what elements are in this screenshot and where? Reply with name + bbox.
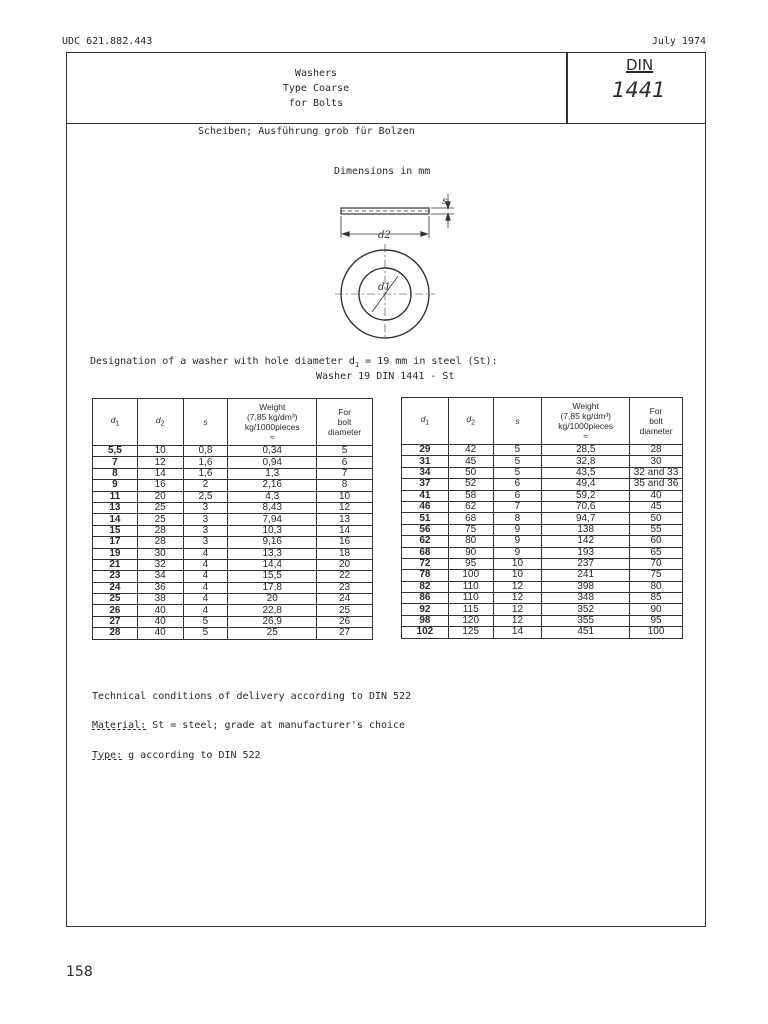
table-cell: 352: [542, 604, 630, 615]
table-cell: 4: [183, 571, 228, 582]
table-cell: 28: [137, 525, 183, 536]
table-row: [93, 525, 373, 536]
header-s: s: [183, 399, 228, 446]
table-cell: 26,9: [228, 616, 317, 627]
table-cell: 43,5: [542, 467, 630, 478]
table-row: [93, 480, 373, 491]
table-cell: 0,8: [183, 446, 228, 457]
table-cell: 14: [137, 468, 183, 479]
table-cell: 15,5: [228, 571, 317, 582]
table-row: [402, 581, 683, 592]
table-cell: 55: [630, 524, 683, 535]
table-cell: 10: [493, 558, 542, 569]
table-cell: 14: [317, 525, 373, 536]
table-header-row: [93, 399, 373, 446]
table-cell: 12: [317, 502, 373, 513]
table-cell: 70: [630, 558, 683, 569]
table-cell: 52: [448, 479, 493, 490]
table-cell: 1,6: [183, 457, 228, 468]
publication-date: July 1974: [651, 36, 706, 47]
table-row: [93, 446, 373, 457]
table-cell: 5: [317, 446, 373, 457]
table-row: [402, 479, 683, 490]
table-cell: 30: [630, 456, 683, 467]
table-row: [402, 445, 683, 456]
table-cell: 5: [183, 616, 228, 627]
table-cell: 23: [317, 582, 373, 593]
table-cell: 68: [402, 547, 449, 558]
table-cell: 94,7: [542, 513, 630, 524]
table-cell: 85: [630, 593, 683, 604]
table-cell: 23: [93, 571, 138, 582]
table-row: [402, 524, 683, 535]
table-cell: 10: [137, 446, 183, 457]
table-cell: 28: [137, 537, 183, 548]
table-cell: 7,94: [228, 514, 317, 525]
table-cell: 25: [228, 628, 317, 639]
table-row: [93, 571, 373, 582]
table-cell: 4: [183, 559, 228, 570]
table-cell: 26: [93, 605, 138, 616]
header-d1: $d_1$: [93, 399, 138, 446]
table-row: [93, 537, 373, 548]
title-line: Type Coarse: [282, 83, 350, 94]
material-note: [92, 720, 405, 731]
table-cell: 28: [630, 445, 683, 456]
table-cell: 102: [402, 627, 449, 638]
table-cell: 13: [93, 502, 138, 513]
table-cell: 26: [317, 616, 373, 627]
table-cell: 7: [317, 468, 373, 479]
table-cell: 49,4: [542, 479, 630, 490]
table-cell: 34: [402, 467, 449, 478]
table-cell: 7: [493, 501, 542, 512]
table-cell: 20: [228, 594, 317, 605]
table-cell: 42: [448, 445, 493, 456]
table-cell: 50: [630, 513, 683, 524]
material-text: St = steel; grade at manufacturer's choice: [146, 720, 406, 731]
type-note: [92, 750, 261, 761]
table-header-row: [402, 398, 683, 445]
table-cell: 32,8: [542, 456, 630, 467]
table-row: [402, 558, 683, 569]
table-cell: 6: [317, 457, 373, 468]
table-cell: 38: [137, 594, 183, 605]
table-cell: 2,16: [228, 480, 317, 491]
table-cell: 21: [93, 559, 138, 570]
table-cell: 78: [402, 570, 449, 581]
table-row: [402, 615, 683, 626]
dimensions-table-left: [92, 398, 373, 640]
table-cell: 28,5: [542, 445, 630, 456]
washer-side-view: [341, 194, 454, 238]
table-cell: 2: [183, 480, 228, 491]
table-cell: 32 and 33: [630, 467, 683, 478]
table-cell: 40: [137, 628, 183, 639]
table-cell: 6: [493, 490, 542, 501]
table-cell: 36: [137, 582, 183, 593]
din-label: DIN: [626, 56, 654, 74]
table-cell: 348: [542, 593, 630, 604]
table-cell: 82: [402, 581, 449, 592]
designation-text: [90, 356, 498, 369]
table-cell: 14,4: [228, 559, 317, 570]
table-cell: 75: [448, 524, 493, 535]
table-cell: 142: [542, 536, 630, 547]
table-cell: 62: [448, 501, 493, 512]
table-cell: 25: [317, 605, 373, 616]
table-cell: 25: [137, 514, 183, 525]
table-cell: 9: [493, 547, 542, 558]
type-text: g according to DIN 522: [122, 750, 261, 761]
table-cell: 355: [542, 615, 630, 626]
table-row: [93, 582, 373, 593]
table-cell: 18: [317, 548, 373, 559]
table-cell: 17: [93, 537, 138, 548]
table-row: [93, 457, 373, 468]
table-row: [402, 570, 683, 581]
type-label: Type:: [92, 750, 123, 761]
table-cell: 8: [93, 468, 138, 479]
table-cell: 7: [93, 457, 138, 468]
table-cell: 10: [493, 570, 542, 581]
dimensions-table-right: [401, 397, 683, 639]
table-cell: 90: [630, 604, 683, 615]
table-row: [402, 501, 683, 512]
table-cell: 4: [183, 594, 228, 605]
din-number: 1441: [612, 78, 666, 102]
table-row: [402, 467, 683, 478]
table-cell: 19: [93, 548, 138, 559]
page-number: 158: [66, 964, 93, 980]
table-cell: 115: [448, 604, 493, 615]
outer-diameter-label: d2: [378, 230, 391, 241]
header-weight: Weight (7,85 kg/dm³) kg/1000pieces ≈: [228, 399, 317, 446]
table-cell: 40: [137, 616, 183, 627]
table-cell: 30: [137, 548, 183, 559]
table-cell: 15: [93, 525, 138, 536]
table-cell: 16: [137, 480, 183, 491]
table-cell: 22,8: [228, 605, 317, 616]
table-cell: 25: [93, 594, 138, 605]
table-cell: 4,3: [228, 491, 317, 502]
table-cell: 80: [448, 536, 493, 547]
udc-code: UDC 621.882.443: [62, 36, 153, 47]
designation-example: Washer 19 DIN 1441 - St: [316, 371, 455, 382]
table-row: [402, 536, 683, 547]
table-cell: 92: [402, 604, 449, 615]
table-cell: 1,3: [228, 468, 317, 479]
table-cell: 12: [493, 593, 542, 604]
table-cell: 50: [448, 467, 493, 478]
header-d2: $d_2$: [448, 398, 493, 445]
table-cell: 80: [630, 581, 683, 592]
table-cell: 8,43: [228, 502, 317, 513]
header-weight: Weight (7,85 kg/dm³) kg/1000pieces ≈: [542, 398, 630, 445]
table-cell: 100: [448, 570, 493, 581]
table-cell: 8: [317, 480, 373, 491]
table-cell: 5: [493, 445, 542, 456]
table-cell: 24: [317, 594, 373, 605]
table-cell: 14: [493, 627, 542, 638]
table-cell: 16: [317, 537, 373, 548]
table-cell: 27: [317, 628, 373, 639]
table-cell: 51: [402, 513, 449, 524]
table-cell: 451: [542, 627, 630, 638]
table-row: [402, 513, 683, 524]
table-cell: 5: [183, 628, 228, 639]
table-cell: 27: [93, 616, 138, 627]
table-cell: 22: [317, 571, 373, 582]
table-row: [402, 490, 683, 501]
table-row: [93, 628, 373, 639]
table-cell: 3: [183, 525, 228, 536]
table-cell: 11: [93, 491, 138, 502]
table-row: [402, 593, 683, 604]
table-cell: 9,16: [228, 537, 317, 548]
table-cell: 90: [448, 547, 493, 558]
table-cell: 24: [93, 582, 138, 593]
table-cell: 110: [448, 593, 493, 604]
table-cell: 75: [630, 570, 683, 581]
thickness-label: s: [442, 196, 448, 207]
table-row: [93, 616, 373, 627]
table-row: [402, 604, 683, 615]
table-cell: 12: [493, 581, 542, 592]
table-cell: 5: [493, 467, 542, 478]
table-cell: 20: [137, 491, 183, 502]
table-cell: 3: [183, 502, 228, 513]
table-cell: 0,34: [228, 446, 317, 457]
table-cell: 68: [448, 513, 493, 524]
table-cell: 45: [448, 456, 493, 467]
table-cell: 58: [448, 490, 493, 501]
table-cell: 4: [183, 605, 228, 616]
table-row: [93, 594, 373, 605]
table-cell: 4: [183, 582, 228, 593]
table-cell: 60: [630, 536, 683, 547]
table-cell: 41: [402, 490, 449, 501]
table-cell: 398: [542, 581, 630, 592]
table-row: [93, 502, 373, 513]
washer-drawing: [330, 190, 470, 340]
table-cell: 3: [183, 537, 228, 548]
table-cell: 5: [493, 456, 542, 467]
table-cell: 3: [183, 514, 228, 525]
table-row: [93, 491, 373, 502]
table-cell: 86: [402, 593, 449, 604]
table-cell: 34: [137, 571, 183, 582]
dimensions-note: Dimensions in mm: [334, 166, 431, 177]
document-title: [66, 66, 566, 111]
table-cell: 0,94: [228, 457, 317, 468]
table-cell: 31: [402, 456, 449, 467]
hole-diameter-label: d1: [378, 282, 391, 293]
table-cell: 13: [317, 514, 373, 525]
table-cell: 72: [402, 558, 449, 569]
table-cell: 6: [493, 479, 542, 490]
designation-before: Designation of a washer with hole diameter d: [90, 356, 355, 367]
table-cell: 14: [93, 514, 138, 525]
table-cell: 125: [448, 627, 493, 638]
table-cell: 241: [542, 570, 630, 581]
header-s: s: [493, 398, 542, 445]
header-bolt-diameter: For bolt diameter: [630, 398, 683, 445]
table-cell: 20: [317, 559, 373, 570]
table-cell: 12: [493, 604, 542, 615]
german-subtitle: Scheiben; Ausführung grob für Bolzen: [198, 126, 415, 137]
table-row: [93, 605, 373, 616]
header-d1: $d_1$: [402, 398, 449, 445]
table-cell: 13,3: [228, 548, 317, 559]
table-cell: 12: [493, 615, 542, 626]
table-cell: 56: [402, 524, 449, 535]
table-cell: 95: [630, 615, 683, 626]
table-cell: 193: [542, 547, 630, 558]
table-cell: 59,2: [542, 490, 630, 501]
material-label: Material:: [92, 720, 147, 731]
title-line: Washers: [294, 68, 338, 79]
table-cell: 9: [493, 524, 542, 535]
designation-subscript: 1: [354, 361, 360, 369]
table-cell: 37: [402, 479, 449, 490]
table-cell: 46: [402, 501, 449, 512]
header-bolt-diameter: For bolt diameter: [317, 399, 373, 446]
table-cell: 65: [630, 547, 683, 558]
table-cell: 25: [137, 502, 183, 513]
table-cell: 138: [542, 524, 630, 535]
table-cell: 95: [448, 558, 493, 569]
table-cell: 100: [630, 627, 683, 638]
table-cell: 9: [93, 480, 138, 491]
table-cell: 40: [630, 490, 683, 501]
delivery-conditions: Technical conditions of delivery according to DIN 522: [92, 691, 412, 702]
table-cell: 28: [93, 628, 138, 639]
table-cell: 32: [137, 559, 183, 570]
table-row: [402, 547, 683, 558]
table-cell: 70,6: [542, 501, 630, 512]
table-row: [93, 514, 373, 525]
table-cell: 98: [402, 615, 449, 626]
table-row: [93, 548, 373, 559]
header-divider: [566, 52, 568, 124]
table-cell: 40: [137, 605, 183, 616]
title-line: for Bolts: [288, 98, 344, 109]
table-row: [93, 468, 373, 479]
table-cell: 120: [448, 615, 493, 626]
table-row: [402, 627, 683, 638]
table-cell: 5,5: [93, 446, 138, 457]
table-cell: 1,6: [183, 468, 228, 479]
table-cell: 12: [137, 457, 183, 468]
table-cell: 10: [317, 491, 373, 502]
table-cell: 110: [448, 581, 493, 592]
header-d2: $d_2$: [137, 399, 183, 446]
table-cell: 62: [402, 536, 449, 547]
table-row: [402, 456, 683, 467]
table-cell: 8: [493, 513, 542, 524]
designation-after: = 19 mm in steel (St):: [359, 356, 498, 367]
table-cell: 17,8: [228, 582, 317, 593]
table-cell: 2,5: [183, 491, 228, 502]
table-cell: 4: [183, 548, 228, 559]
table-cell: 45: [630, 501, 683, 512]
table-cell: 9: [493, 536, 542, 547]
table-cell: 29: [402, 445, 449, 456]
table-row: [93, 559, 373, 570]
table-cell: 10,3: [228, 525, 317, 536]
table-cell: 35 and 36: [630, 479, 683, 490]
table-cell: 237: [542, 558, 630, 569]
